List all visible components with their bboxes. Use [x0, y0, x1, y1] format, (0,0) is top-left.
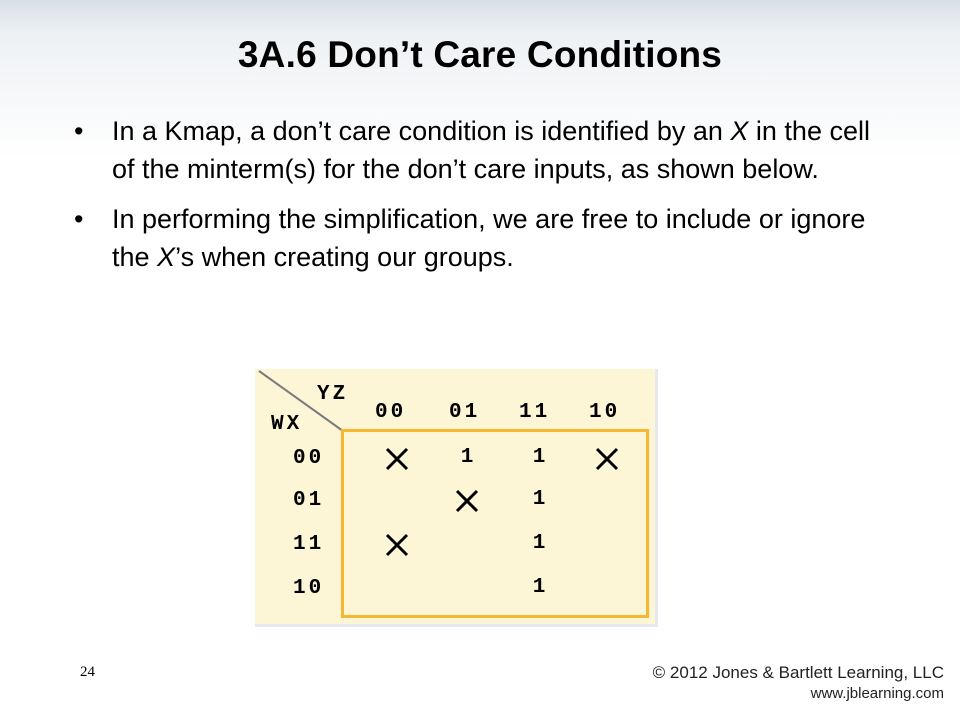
bullet-dot: • — [74, 116, 84, 146]
bullet-dot: • — [74, 204, 84, 234]
kmap-cell-one: 1 — [532, 488, 546, 511]
bullet-text-pre: In performing the simplification, we are free to include or ignore the — [112, 204, 866, 272]
bullet-text-em: X — [730, 116, 749, 146]
dont-care-x-icon — [454, 488, 480, 514]
bullet-text-post: ’s when creating our groups. — [175, 242, 514, 272]
kmap-row-header: 01 — [293, 489, 325, 512]
karnaugh-map — [255, 369, 658, 627]
dont-care-x-icon — [384, 446, 410, 472]
kmap-column-variable: YZ — [317, 383, 349, 406]
kmap-col-header: 01 — [449, 401, 481, 424]
kmap-col-header: 10 — [589, 401, 621, 424]
kmap-row-header: 00 — [293, 447, 325, 470]
bullet-text-em: X — [157, 242, 176, 272]
page-number: 24 — [80, 664, 95, 680]
copyright-text: © 2012 Jones & Bartlett Learning, LLC — [652, 663, 944, 682]
bullet-text-pre: In a Kmap, a don’t care condition is identified by an — [112, 116, 731, 146]
dont-care-x-icon — [594, 446, 620, 472]
bullet-item-2 — [74, 200, 874, 276]
kmap-cell-one: 1 — [532, 532, 546, 555]
kmap-row-header: 10 — [293, 577, 325, 600]
kmap-row-header: 11 — [293, 533, 325, 556]
kmap-row-variable: WX — [271, 413, 303, 436]
publisher-url: www.jblearning.com — [810, 685, 944, 702]
bullet-text-post: in the cell of the minterm(s) for the don’t care inputs, as shown below. — [112, 116, 870, 184]
kmap-col-header: 00 — [375, 401, 407, 424]
bullet-item-1 — [74, 112, 874, 188]
dont-care-x-icon — [384, 532, 410, 558]
kmap-col-header: 11 — [519, 401, 551, 424]
slide-title: 3A.6 Don’t Care Conditions — [237, 34, 723, 75]
kmap-cell-one: 1 — [532, 446, 546, 469]
top-band — [0, 0, 960, 34]
kmap-cell-one: 1 — [532, 576, 546, 599]
copyright-block — [653, 662, 944, 704]
kmap-cell-one: 1 — [460, 446, 474, 469]
bullet-list — [74, 112, 874, 288]
